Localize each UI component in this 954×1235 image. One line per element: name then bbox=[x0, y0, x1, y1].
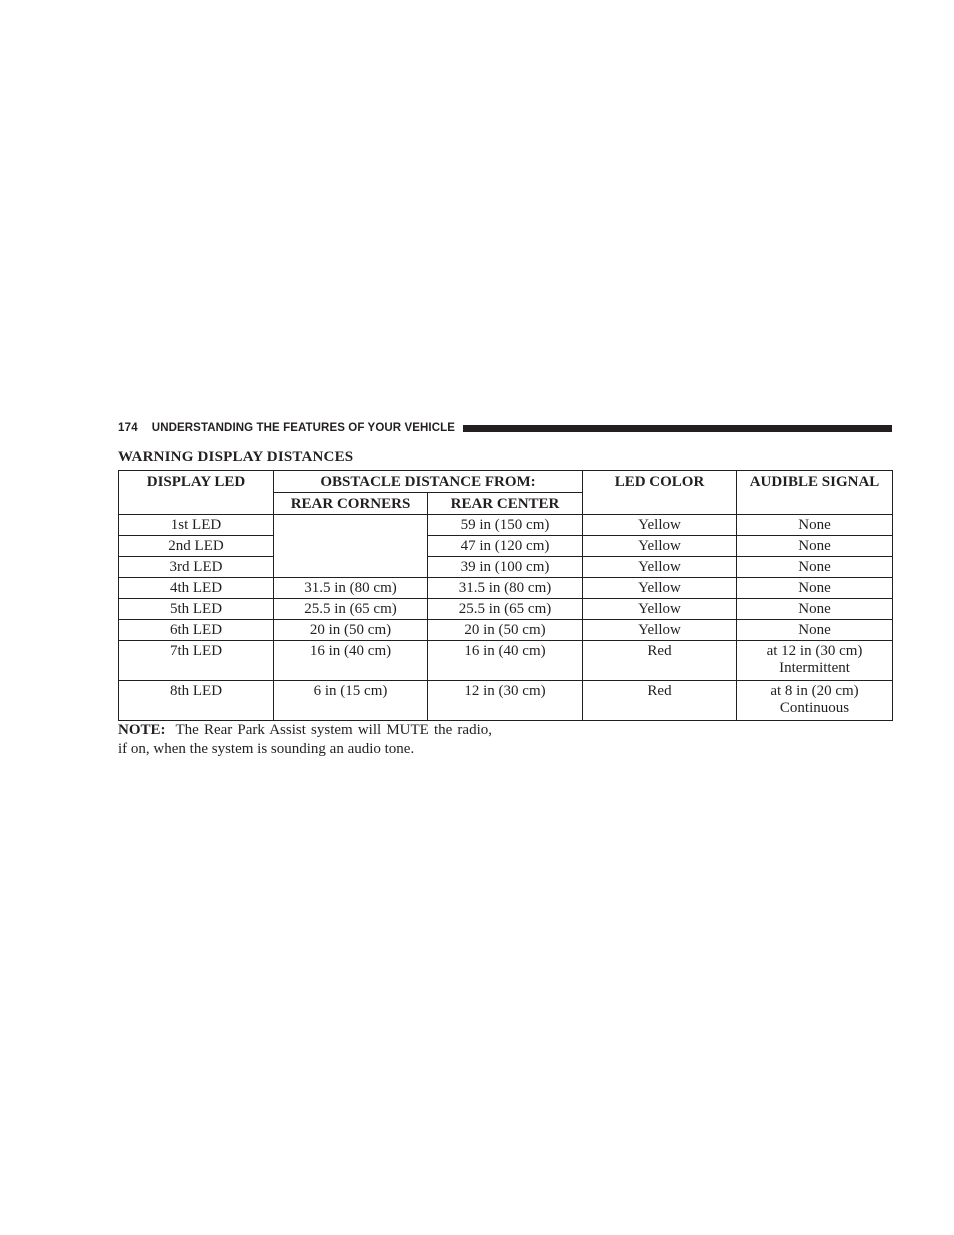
cell-led: 4th LED bbox=[119, 578, 274, 599]
cell-corners: 16 in (40 cm) bbox=[274, 641, 428, 681]
cell-signal: None bbox=[737, 578, 893, 599]
note-label: NOTE: bbox=[118, 722, 166, 738]
cell-corners: 20 in (50 cm) bbox=[274, 620, 428, 641]
cell-center: 47 in (120 cm) bbox=[428, 536, 583, 557]
cell-color: Red bbox=[583, 681, 737, 721]
table-row bbox=[119, 641, 893, 681]
cell-led: 5th LED bbox=[119, 599, 274, 620]
cell-color: Yellow bbox=[583, 620, 737, 641]
header-audible-signal: AUDIBLE SIGNAL bbox=[737, 471, 893, 515]
cell-center: 20 in (50 cm) bbox=[428, 620, 583, 641]
header-rule bbox=[463, 425, 892, 432]
header-led-color: LED COLOR bbox=[583, 471, 737, 515]
table-row bbox=[119, 536, 893, 557]
header-rear-corners: REAR CORNERS bbox=[274, 493, 428, 515]
signal-line-2: Continuous bbox=[779, 700, 850, 716]
cell-signal: None bbox=[737, 515, 893, 536]
cell-color: Yellow bbox=[583, 578, 737, 599]
table-row bbox=[119, 557, 893, 578]
cell-center: 12 in (30 cm) bbox=[428, 681, 583, 721]
cell-led: 1st LED bbox=[119, 515, 274, 536]
table-row bbox=[119, 681, 893, 721]
page-number: 174 bbox=[118, 422, 138, 434]
cell-signal: None bbox=[737, 536, 893, 557]
cell-signal bbox=[737, 641, 893, 681]
cell-signal: None bbox=[737, 599, 893, 620]
cell-corners: 31.5 in (80 cm) bbox=[274, 578, 428, 599]
note-text: The Rear Park Assist system will MUTE the radio, if on, when the system is sounding an audio tone. bbox=[118, 722, 492, 757]
cell-color: Yellow bbox=[583, 599, 737, 620]
signal-line-1: at 8 in (20 cm) bbox=[770, 683, 859, 699]
cell-center: 25.5 in (65 cm) bbox=[428, 599, 583, 620]
cell-color: Yellow bbox=[583, 536, 737, 557]
cell-led: 3rd LED bbox=[119, 557, 274, 578]
note-paragraph bbox=[118, 721, 492, 759]
signal-line-1: at 12 in (30 cm) bbox=[766, 643, 863, 659]
cell-center: 39 in (100 cm) bbox=[428, 557, 583, 578]
header-display-led: DISPLAY LED bbox=[119, 471, 274, 515]
cell-color: Red bbox=[583, 641, 737, 681]
signal-line-2: Intermittent bbox=[779, 660, 850, 676]
cell-center: 31.5 in (80 cm) bbox=[428, 578, 583, 599]
cell-led: 2nd LED bbox=[119, 536, 274, 557]
cell-color: Yellow bbox=[583, 557, 737, 578]
table-row bbox=[119, 578, 893, 599]
section-title: WARNING DISPLAY DISTANCES bbox=[118, 449, 354, 465]
cell-led: 6th LED bbox=[119, 620, 274, 641]
cell-signal: None bbox=[737, 620, 893, 641]
cell-corners: 6 in (15 cm) bbox=[274, 681, 428, 721]
table-row bbox=[119, 620, 893, 641]
table-header-row bbox=[119, 471, 893, 493]
cell-corners-empty bbox=[274, 515, 428, 578]
warning-distances-table bbox=[118, 470, 893, 721]
cell-center: 59 in (150 cm) bbox=[428, 515, 583, 536]
cell-signal bbox=[737, 681, 893, 721]
table-row bbox=[119, 599, 893, 620]
header-rear-center: REAR CENTER bbox=[428, 493, 583, 515]
cell-color: Yellow bbox=[583, 515, 737, 536]
cell-center: 16 in (40 cm) bbox=[428, 641, 583, 681]
cell-led: 7th LED bbox=[119, 641, 274, 681]
cell-corners: 25.5 in (65 cm) bbox=[274, 599, 428, 620]
header-obstacle-distance: OBSTACLE DISTANCE FROM: bbox=[274, 471, 583, 493]
cell-led: 8th LED bbox=[119, 681, 274, 721]
cell-signal: None bbox=[737, 557, 893, 578]
running-head: UNDERSTANDING THE FEATURES OF YOUR VEHICLE bbox=[151, 422, 456, 434]
table-row bbox=[119, 515, 893, 536]
page-header bbox=[118, 419, 892, 437]
